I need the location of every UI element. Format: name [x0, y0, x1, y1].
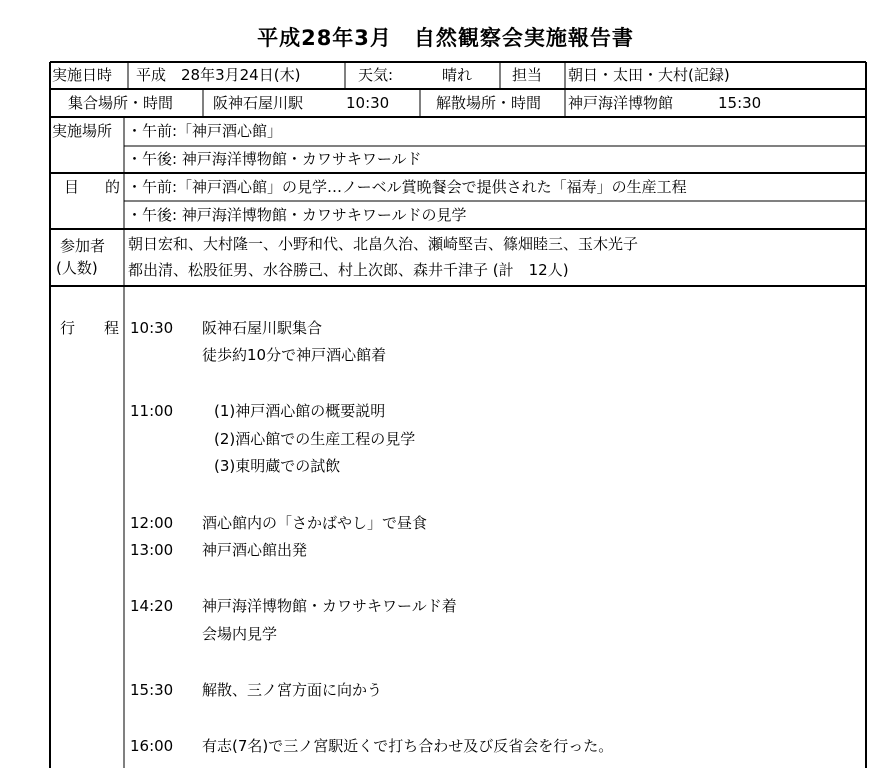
schedule-line: 会場内見学 — [202, 625, 278, 643]
schedule-line: 有志(7名)で三ノ宮駅近くで打ち合わせ及び反省会を行った。 — [202, 737, 614, 755]
schedule-time: 15:30 — [130, 681, 174, 699]
meet-place: 阪神石屋川駅 — [213, 94, 304, 112]
schedule-line: 神戸海洋博物館・カワサキワールド着 — [202, 597, 457, 615]
place-label: 実施場所 — [52, 122, 113, 140]
weather-value: 晴れ — [442, 66, 473, 84]
purpose-label-1: 目 — [64, 178, 80, 196]
schedule-line: (3)東明蔵での試飲 — [214, 457, 341, 475]
schedule-time: 16:00 — [130, 737, 174, 755]
schedule-line: (2)酒心館での生産工程の見学 — [214, 430, 416, 448]
place-pm: ・午後: 神戸海洋博物館・カワサキワールド — [127, 150, 422, 168]
meet-time: 10:30 — [346, 94, 390, 112]
date-value: 平成 28年3月24日(木) — [136, 66, 301, 84]
place-am: ・午前:「神戸酒心館」 — [127, 122, 283, 140]
schedule-line: (1)神戸酒心館の概要説明 — [214, 402, 386, 420]
dismiss-label: 解散場所・時間 — [436, 94, 542, 112]
schedule-line: 解散、三ノ宮方面に向かう — [202, 681, 383, 699]
schedule-time: 13:00 — [130, 541, 174, 559]
schedule-time: 11:00 — [130, 402, 174, 420]
schedule-line: 徒歩約10分で神戸酒心館着 — [202, 346, 387, 364]
meet-label: 集合場所・時間 — [68, 94, 174, 112]
participants-line-2: 都出清、松股征男、水谷勝己、村上次郎、森井千津子 (計 12人) — [128, 261, 569, 279]
staff-label: 担当 — [512, 66, 543, 84]
participants-line-1: 朝日宏和、大村隆一、小野和代、北畠久治、瀬崎堅吉、篠畑睦三、玉木光子 — [128, 235, 639, 253]
schedule-line: 酒心館内の「さかばやし」で昼食 — [202, 514, 428, 532]
staff-value: 朝日・太田・大村(記録) — [568, 66, 730, 84]
schedule-label-1: 行 — [60, 319, 76, 337]
participants-label-2: (人数) — [56, 259, 98, 277]
report-title: 平成28年3月 自然観察会実施報告書 — [257, 26, 634, 50]
dismiss-place: 神戸海洋博物館 — [568, 94, 674, 112]
purpose-am: ・午前:「神戸酒心館」の見学…ノーベル賞晩餐会で提供された「福寿」の生産工程 — [127, 178, 687, 196]
dismiss-time: 15:30 — [718, 94, 762, 112]
purpose-label-2: 的 — [105, 178, 121, 196]
date-label: 実施日時 — [52, 66, 113, 84]
schedule-time: 12:00 — [130, 514, 174, 532]
schedule-line: 神戸酒心館出発 — [202, 541, 308, 559]
schedule-time: 10:30 — [130, 319, 174, 337]
purpose-pm: ・午後: 神戸海洋博物館・カワサキワールドの見学 — [127, 206, 467, 224]
schedule-label-2: 程 — [104, 319, 120, 337]
schedule-line: 阪神石屋川駅集合 — [202, 319, 323, 337]
schedule-time: 14:20 — [130, 597, 174, 615]
weather-label: 天気: — [358, 66, 394, 84]
participants-label-1: 参加者 — [60, 237, 106, 255]
